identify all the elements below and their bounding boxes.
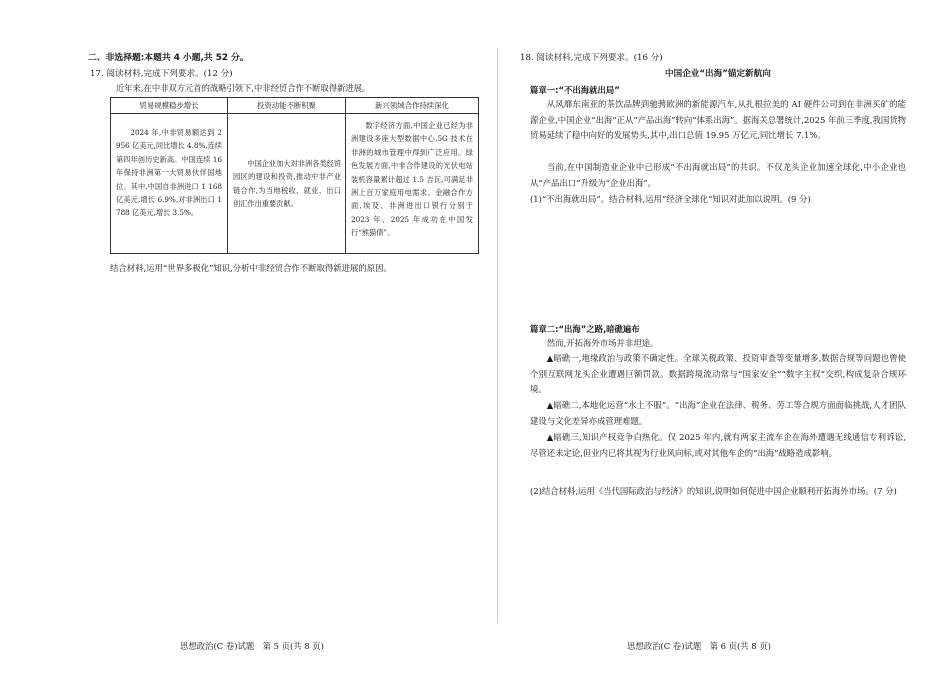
- right-page: [475, 0, 950, 688]
- chapter-2-heading: 篇章二:“出海”之路,暗礁遍布: [530, 324, 640, 334]
- table-cell-new-fields: 数字经济方面,中国企业已经为非洲建设多座大型数据中心,5G 技术在非洲的城市管理中得到广泛应用。绿色发展方面,中非合作建设的光伏电站装机容量累计超过 1.5 吉瓦,可满足非洲上百万家庭用电需求。金融合作方面,埃及、非洲进出口银行分别于 2023 年、2025 年成功在中国发行“熊猫债”。: [351, 121, 473, 238]
- question-18-part-1: (1)“不出海就出局”。结合材料,运用“经济全球化”知识对此加以说明。(9 分): [530, 194, 811, 204]
- chapter-1-heading: 篇章一:“不出海就出局”: [530, 85, 620, 95]
- trade-table: [110, 97, 479, 254]
- chapter-2-paragraph: 然而,开拓海外市场并非坦途。: [546, 338, 659, 348]
- table-cell-investment: 中国企业加大对非洲各类经贸园区的建设和投资,推动中非产业链合作,为当地税收、就业、出口创汇作出重要贡献。: [233, 159, 341, 209]
- table-column: [346, 98, 478, 253]
- chapter-2-paragraph: ▲暗礁二,本地化运营“水土不服”。“出海”企业在法律、税务、劳工等合规方面面临挑战,人才团队建设与文化差异亦成管理难题。: [530, 400, 906, 426]
- table-header-cell: 贸易规模稳步增长: [111, 98, 228, 113]
- question-18-headline: 中国企业“出海”锚定新航向: [665, 69, 771, 79]
- table-cell-trade: 2024 年,中非贸易额达到 2 956 亿美元,同比增长 4.8%,连续第四年创历史新高。中国连续 16 年保持非洲第一大贸易伙伴国地位。其中,中国自非洲进口 1 168 亿美元,增长 6.9%,对非洲出口 1 788 亿美元,增长 3.5%。: [116, 128, 222, 218]
- chapter-1-paragraph: 从风靡东南亚的茶饮品牌到驰骋欧洲的新能源汽车,从扎根拉美的 AI 硬件公司到在非洲买矿的能源企业,中国企业“出海”正从“产品出海”转向“体系出海”。据海关总署统计,2025 年前三季度,我国货物贸易延续了稳中向好的发展势头,其中,出口总值 19.95 万亿元,同比增长 7.1%。: [530, 99, 906, 141]
- table-column: [228, 98, 346, 253]
- question-18-title: 18. 阅读材料,完成下列要求。(16 分): [520, 53, 663, 63]
- question-17-title: 17. 阅读材料,完成下列要求。(12 分): [90, 69, 233, 79]
- right-page-footer: 思想政治(C 卷)试题 第 6 页(共 8 页): [627, 641, 771, 651]
- chapter-2-paragraph: ▲暗礁三,知识产权竞争白热化。仅 2025 年内,就有两家主流车企在海外遭遇无线通信专利诉讼,尽管还未定论,但业内已将其视为行业风向标,或对其他车企的“出海”战略造成影响。: [530, 432, 906, 458]
- chapter-1-paragraph: 当前,在中国制造业企业中已形成“不出海就出局”的共识。不仅龙头企业加速全球化,中小企业也从“产品出口”升级为“企业出海”。: [530, 162, 906, 188]
- question-17-prompt: 结合材料,运用“世界多极化”知识,分析中非经贸合作不断取得新进展的原因。: [110, 263, 392, 273]
- section-header: 二、非选择题:本题共 4 小题,共 52 分。: [88, 53, 249, 63]
- table-header-cell: 投资动能不断积聚: [228, 98, 346, 113]
- table-column: [111, 98, 228, 253]
- question-18-part-2: (2)结合材料,运用《当代国际政治与经济》的知识,说明如何促进中国企业顺利开拓海外市场。(7 分): [530, 486, 897, 496]
- question-17-intro: 近年来,在中非双方元首的战略引领下,中非经贸合作不断取得新进展。: [116, 83, 371, 93]
- left-page-footer: 思想政治(C 卷)试题 第 5 页(共 8 页): [180, 641, 324, 651]
- chapter-2-paragraph: ▲暗礁一,地缘政治与政策不确定性。全球关税政策、投资审查等变量增多,数据合规等问题也曾使个别互联网龙头企业遭遇巨额罚款。数据跨境流动常与“国家安全”“数字主权”交织,构成复杂合规环境。: [530, 353, 906, 395]
- table-header-cell: 新兴领域合作持续深化: [375, 101, 449, 110]
